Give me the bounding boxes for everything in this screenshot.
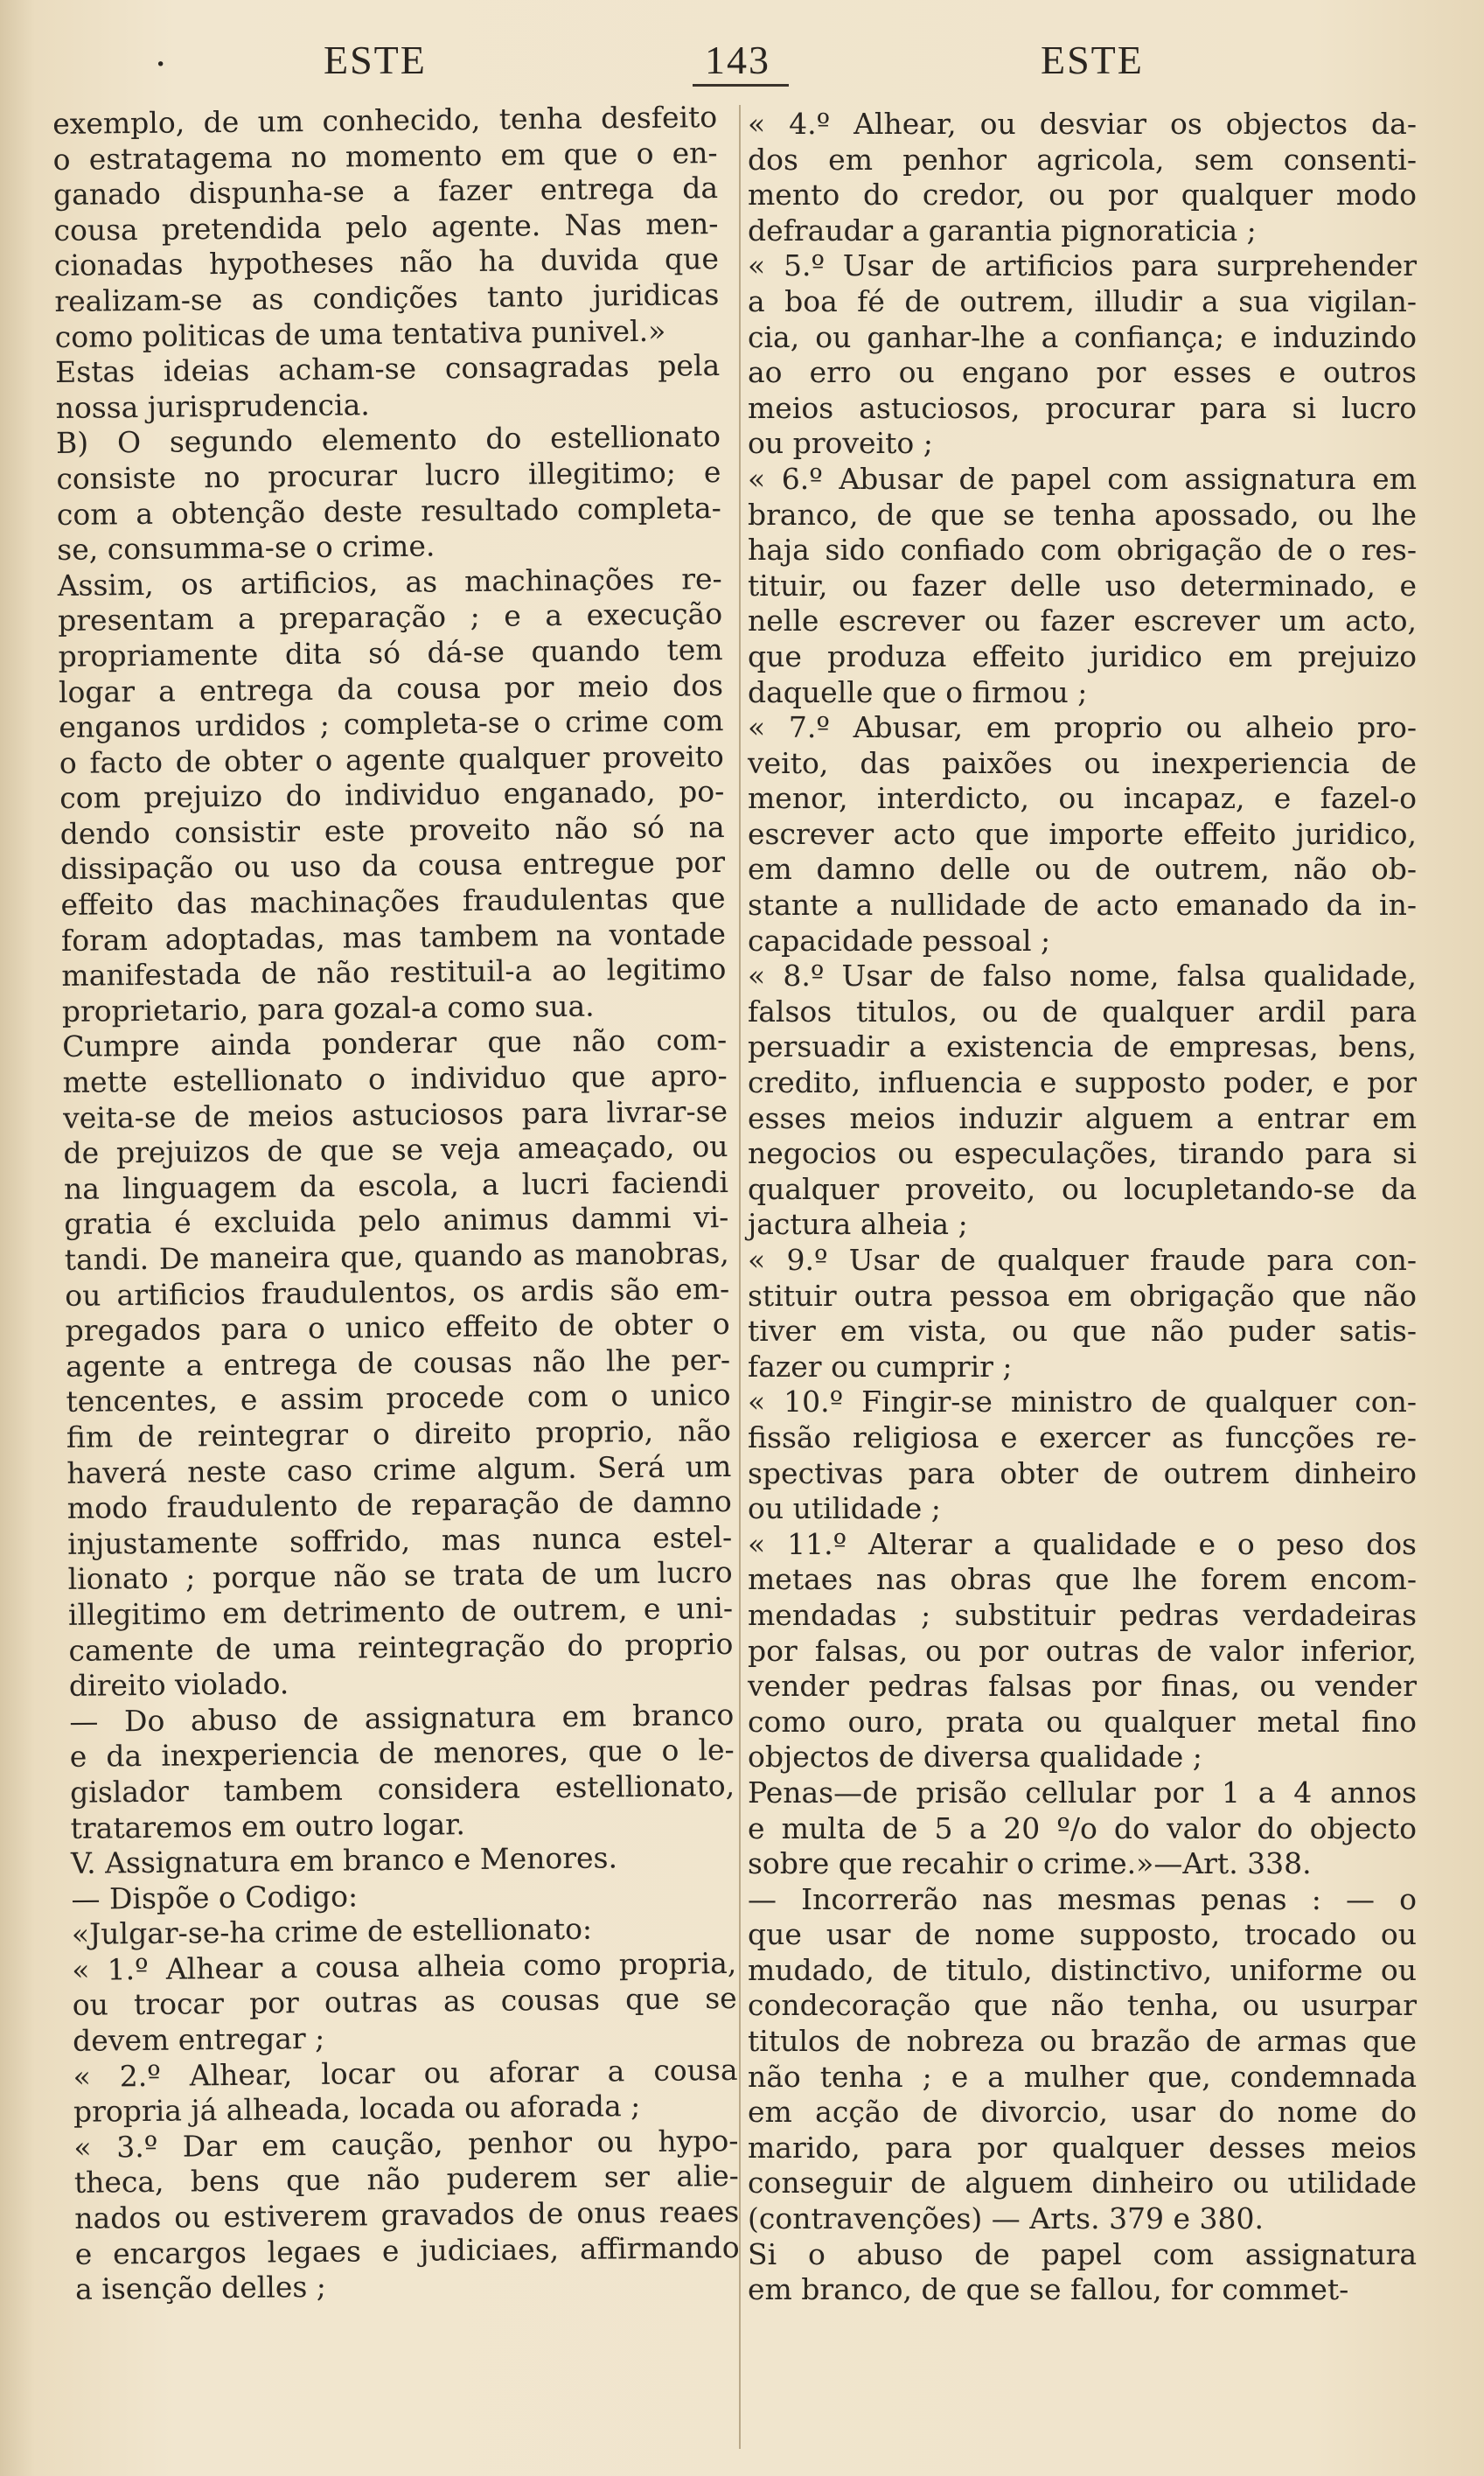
text-line: se, consumma-se o crime. <box>57 528 435 568</box>
text-line: o estratagema no momento em que o en- <box>52 135 718 177</box>
header-rule <box>693 84 789 87</box>
text-line: falsos titulos, ou de qualquer ardil para <box>748 994 1417 1029</box>
text-line: consiste no procurar lucro illegitimo; e <box>56 454 721 496</box>
text-line: « 10.º Fingir-se ministro de qualquer con- <box>748 1384 1417 1419</box>
text-line: marido, para por qualquer desses meios <box>748 2130 1417 2165</box>
text-line: mento do credor, ou por qualquer modo <box>748 178 1417 213</box>
text-line: stante a nullidade de acto emanado da in- <box>748 888 1417 923</box>
text-line: esses meios induzir alguem a entrar em <box>748 1100 1417 1135</box>
text-line: « 4.º Alhear, ou desviar os objectos da- <box>748 107 1417 141</box>
text-line: camente de uma reintegração do proprio <box>68 1626 734 1668</box>
text-line: gratia é excluida pelo animus dammi vi- <box>64 1200 729 1242</box>
text-line: branco, de que se tenha apossado, ou lhe <box>748 497 1417 532</box>
text-line: de prejuizos de que se veja ameaçado, ou <box>63 1129 728 1171</box>
text-line: propriamente dita só dá-se quando tem <box>58 631 723 673</box>
text-line: — Dispõe o Codigo: <box>71 1879 359 1916</box>
page-number: 143 <box>705 38 770 82</box>
text-line: enganos urdidos ; completa-se o crime com <box>59 703 724 745</box>
text-line: vender pedras falsas por finas, ou vender <box>748 1669 1417 1704</box>
text-line: injustamente soffrido, mas nunca estel- <box>67 1519 733 1561</box>
text-line: Si o abuso de papel com assignatura <box>748 2236 1417 2271</box>
text-line: « 6.º Abusar de papel com assignatura em <box>748 461 1417 496</box>
text-line: cousa pretendida pelo agente. Nas men- <box>53 206 719 248</box>
text-line: V. Assignatura em branco e Menores. <box>70 1840 618 1880</box>
text-line: propria já alheada, locada ou aforada ; <box>73 2089 641 2130</box>
text-line: Cumpre ainda ponderar que não com- <box>62 1022 728 1064</box>
text-line: Assim, os artificios, as machinações re- <box>57 561 722 603</box>
text-line: titulos de nobreza ou brazão de armas que <box>748 2024 1417 2059</box>
text-line: direito violado. <box>68 1666 289 1704</box>
text-line: em branco, de que se fallou, for commet- <box>748 2272 1349 2307</box>
text-line: illegitimo em detrimento de outrem, e uni- <box>67 1590 734 1632</box>
text-line: « 7.º Abusar, em proprio ou alheio pro- <box>748 710 1417 745</box>
text-line: credito, influencia e supposto poder, e por <box>748 1065 1417 1100</box>
text-line: (contravenções) — Arts. 379 e 380. <box>748 2201 1265 2236</box>
text-line: pregados para o unico effeito de obter o <box>65 1307 730 1349</box>
text-line: agente a entrega de cousas não lhe per- <box>65 1342 731 1384</box>
text-line: a boa fé de outrem, illudir a sua vigilan- <box>748 283 1417 318</box>
text-line: ou proveito ; <box>748 426 933 461</box>
text-line: ou utilidade ; <box>748 1491 941 1526</box>
text-line: metaes nas obras que lhe forem encom- <box>748 1562 1417 1597</box>
text-line: « 11.º Alterar a qualidade e o peso dos <box>748 1526 1417 1561</box>
text-line: proprietario, para gozal-a como sua. <box>61 988 595 1029</box>
text-line: ou artificios fraudulentos, os ardis são em- <box>65 1271 730 1313</box>
text-line: dos em penhor agricola, sem consenti- <box>748 142 1417 177</box>
text-line: na linguagem da escola, a lucri faciendi <box>63 1164 729 1206</box>
text-line: menor, interdicto, ou incapaz, e fazel-o <box>748 781 1417 816</box>
text-line: que produza effeito juridico em prejuizo <box>748 638 1417 673</box>
text-line: que usar de nome supposto, trocado ou <box>748 1917 1417 1952</box>
text-line: meios astuciosos, procurar para si lucro <box>748 390 1417 425</box>
text-line: fissão religiosa e exercer as funcções re- <box>748 1419 1417 1454</box>
text-line: por falsas, ou por outras de valor inferior, <box>748 1633 1417 1668</box>
text-line: mendadas ; substituir pedras verdadeiras <box>748 1597 1417 1632</box>
text-line: a isenção delles ; <box>74 2270 327 2307</box>
text-line: « 8.º Usar de falso nome, falsa qualidade, <box>748 959 1417 994</box>
text-line: com a obtenção deste resultado completa- <box>56 490 722 532</box>
text-line: « 5.º Usar de artificios para surprehender <box>748 248 1417 283</box>
text-line: daquelle que o firmou ; <box>748 674 1088 709</box>
text-line: dendo consistir este proveito não só na <box>59 809 725 851</box>
text-line: spectivas para obter de outrem dinheiro <box>748 1455 1417 1490</box>
text-line: manifestada de não restituil-a ao legitimo <box>61 952 727 994</box>
text-line: « 2.º Alhear, locar ou aforar a cousa <box>73 2052 738 2094</box>
text-line: haja sido confiado com obrigação de o res- <box>748 533 1417 568</box>
text-line: não tenha ; e a mulher que, condemnada <box>748 2059 1417 2094</box>
text-line: cionadas hypotheses não ha duvida que <box>53 241 720 283</box>
text-line: veito, das paixões ou inexperiencia de <box>748 745 1417 780</box>
text-line: exemplo, de um conhecido, tenha desfeito <box>52 100 718 141</box>
text-line: presentam a preparação ; e a execução <box>57 596 723 638</box>
text-line: tituir, ou fazer delle uso determinado, e <box>748 568 1417 603</box>
text-line: « 1.º Alhear a cousa alheia como propria, <box>72 1945 737 1987</box>
text-line: tiver em vista, ou que não puder satis- <box>748 1314 1417 1349</box>
text-line: e da inexperiencia de menores, que o le- <box>69 1733 735 1775</box>
text-line: B) O segundo elemento do estellionato <box>55 419 721 461</box>
text-line: mette estellionato o individuo que apro- <box>62 1058 728 1099</box>
text-line: o facto de obter o agente qualquer proveito <box>59 738 725 780</box>
text-line: — Do abuso de assignatura em branco <box>69 1697 735 1739</box>
text-line: nados ou estiverem gravados de onus reaes <box>74 2194 740 2235</box>
text-line: como ouro, prata ou qualquer metal fino <box>748 1704 1417 1739</box>
text-line: jactura alheia ; <box>748 1207 968 1242</box>
text-line: negocios ou especulações, tirando para si <box>748 1136 1417 1171</box>
text-line: gislador tambem considera estellionato, <box>69 1768 735 1810</box>
header-right-word: ESTE <box>1041 38 1144 82</box>
text-line: mudado, de titulo, distinctivo, uniforme ou <box>748 1952 1417 1987</box>
text-line: com prejuizo do individuo enganado, po- <box>59 774 725 816</box>
text-line: condecoração que não tenha, ou usurpar <box>748 1988 1417 2023</box>
text-line: qualquer proveito, ou locupletando-se da <box>748 1171 1417 1206</box>
text-line: nelle escrever ou fazer escrever um acto, <box>748 603 1417 638</box>
text-line: Estas ideias acham-se consagradas pela <box>54 348 721 390</box>
text-line: « 9.º Usar de qualquer fraude para con- <box>748 1243 1417 1277</box>
text-line: effeito das machinações fraudulentas que <box>60 881 726 923</box>
text-line: objectos de diversa qualidade ; <box>748 1740 1202 1775</box>
text-line: tencentes, e assim procede com o unico <box>66 1377 731 1419</box>
text-line: cia, ou ganhar-lhe a confiança; e induzindo <box>748 319 1417 354</box>
text-line: fim de reintegrar o direito proprio, não <box>66 1412 732 1454</box>
text-line: « 3.º Dar em caução, penhor ou hypo- <box>73 2123 739 2165</box>
left-column <box>52 100 740 2308</box>
text-line: dissipação ou uso da cousa entregue por <box>59 845 726 887</box>
right-column <box>748 107 1417 2308</box>
text-line: trataremos em outro logar. <box>70 1806 466 1845</box>
text-line: capacidade pessoal ; <box>748 923 1051 958</box>
text-line: logar a entrega da cousa por meio dos <box>58 667 724 709</box>
text-line: em acção de divorcio, usar do nome do <box>748 2095 1417 2130</box>
text-line: haverá neste caso crime algum. Será um <box>66 1448 732 1490</box>
text-line: — Incorrerão nas mesmas penas : — o <box>748 1881 1417 1916</box>
text-line: realizam-se as condições tanto juridicas <box>54 276 720 318</box>
column-divider <box>739 105 741 2449</box>
text-line: fazer ou cumprir ; <box>748 1349 1013 1384</box>
header-mark: · <box>154 41 170 86</box>
text-line: veita-se de meios astuciosos para livrar-se <box>62 1093 728 1135</box>
text-line: e encargos legaes e judiciaes, affirmando <box>74 2229 740 2271</box>
text-line: theca, bens que não puderem ser alie- <box>73 2159 740 2201</box>
text-line: foram adoptadas, mas tambem na vontade <box>60 916 727 958</box>
text-line: nossa jurisprudencia. <box>55 387 370 425</box>
text-line: persuadir a existencia de empresas, bens, <box>748 1029 1417 1064</box>
header-left-word: ESTE <box>324 38 427 82</box>
text-line: Penas—de prisão cellular por 1 a 4 annos <box>748 1775 1417 1810</box>
text-line: devem entregar ; <box>72 2020 325 2058</box>
text-line: «Julgar-se-ha crime de estellionato: <box>71 1911 593 1952</box>
text-line: ou trocar por outras as cousas que se <box>72 1981 737 2023</box>
text-line: defraudar a garantia pignoraticia ; <box>748 213 1257 248</box>
text-line: conseguir de alguem dinheiro ou utilidade <box>748 2166 1417 2201</box>
text-line: modo fraudulento de reparação de damno <box>66 1484 732 1526</box>
text-line: ganado dispunha-se a fazer entrega da <box>52 171 719 213</box>
text-line: ao erro ou engano por esses e outros <box>748 355 1417 390</box>
text-line: stituir outra pessoa em obrigação que não <box>748 1278 1417 1313</box>
text-line: como politicas de uma tentativa punivel.» <box>54 313 666 354</box>
text-line: e multa de 5 a 20 º/o do valor do objecto <box>748 1810 1417 1845</box>
text-line: sobre que recahir o crime.»—Art. 338. <box>748 1846 1312 1881</box>
text-line: em damno delle ou de outrem, não ob- <box>748 852 1417 887</box>
text-line: lionato ; porque não se trata de um lucro <box>67 1555 733 1597</box>
text-line: escrever acto que importe effeito juridico, <box>748 816 1417 851</box>
text-line: tandi. De maneira que, quando as manobras, <box>64 1235 729 1277</box>
